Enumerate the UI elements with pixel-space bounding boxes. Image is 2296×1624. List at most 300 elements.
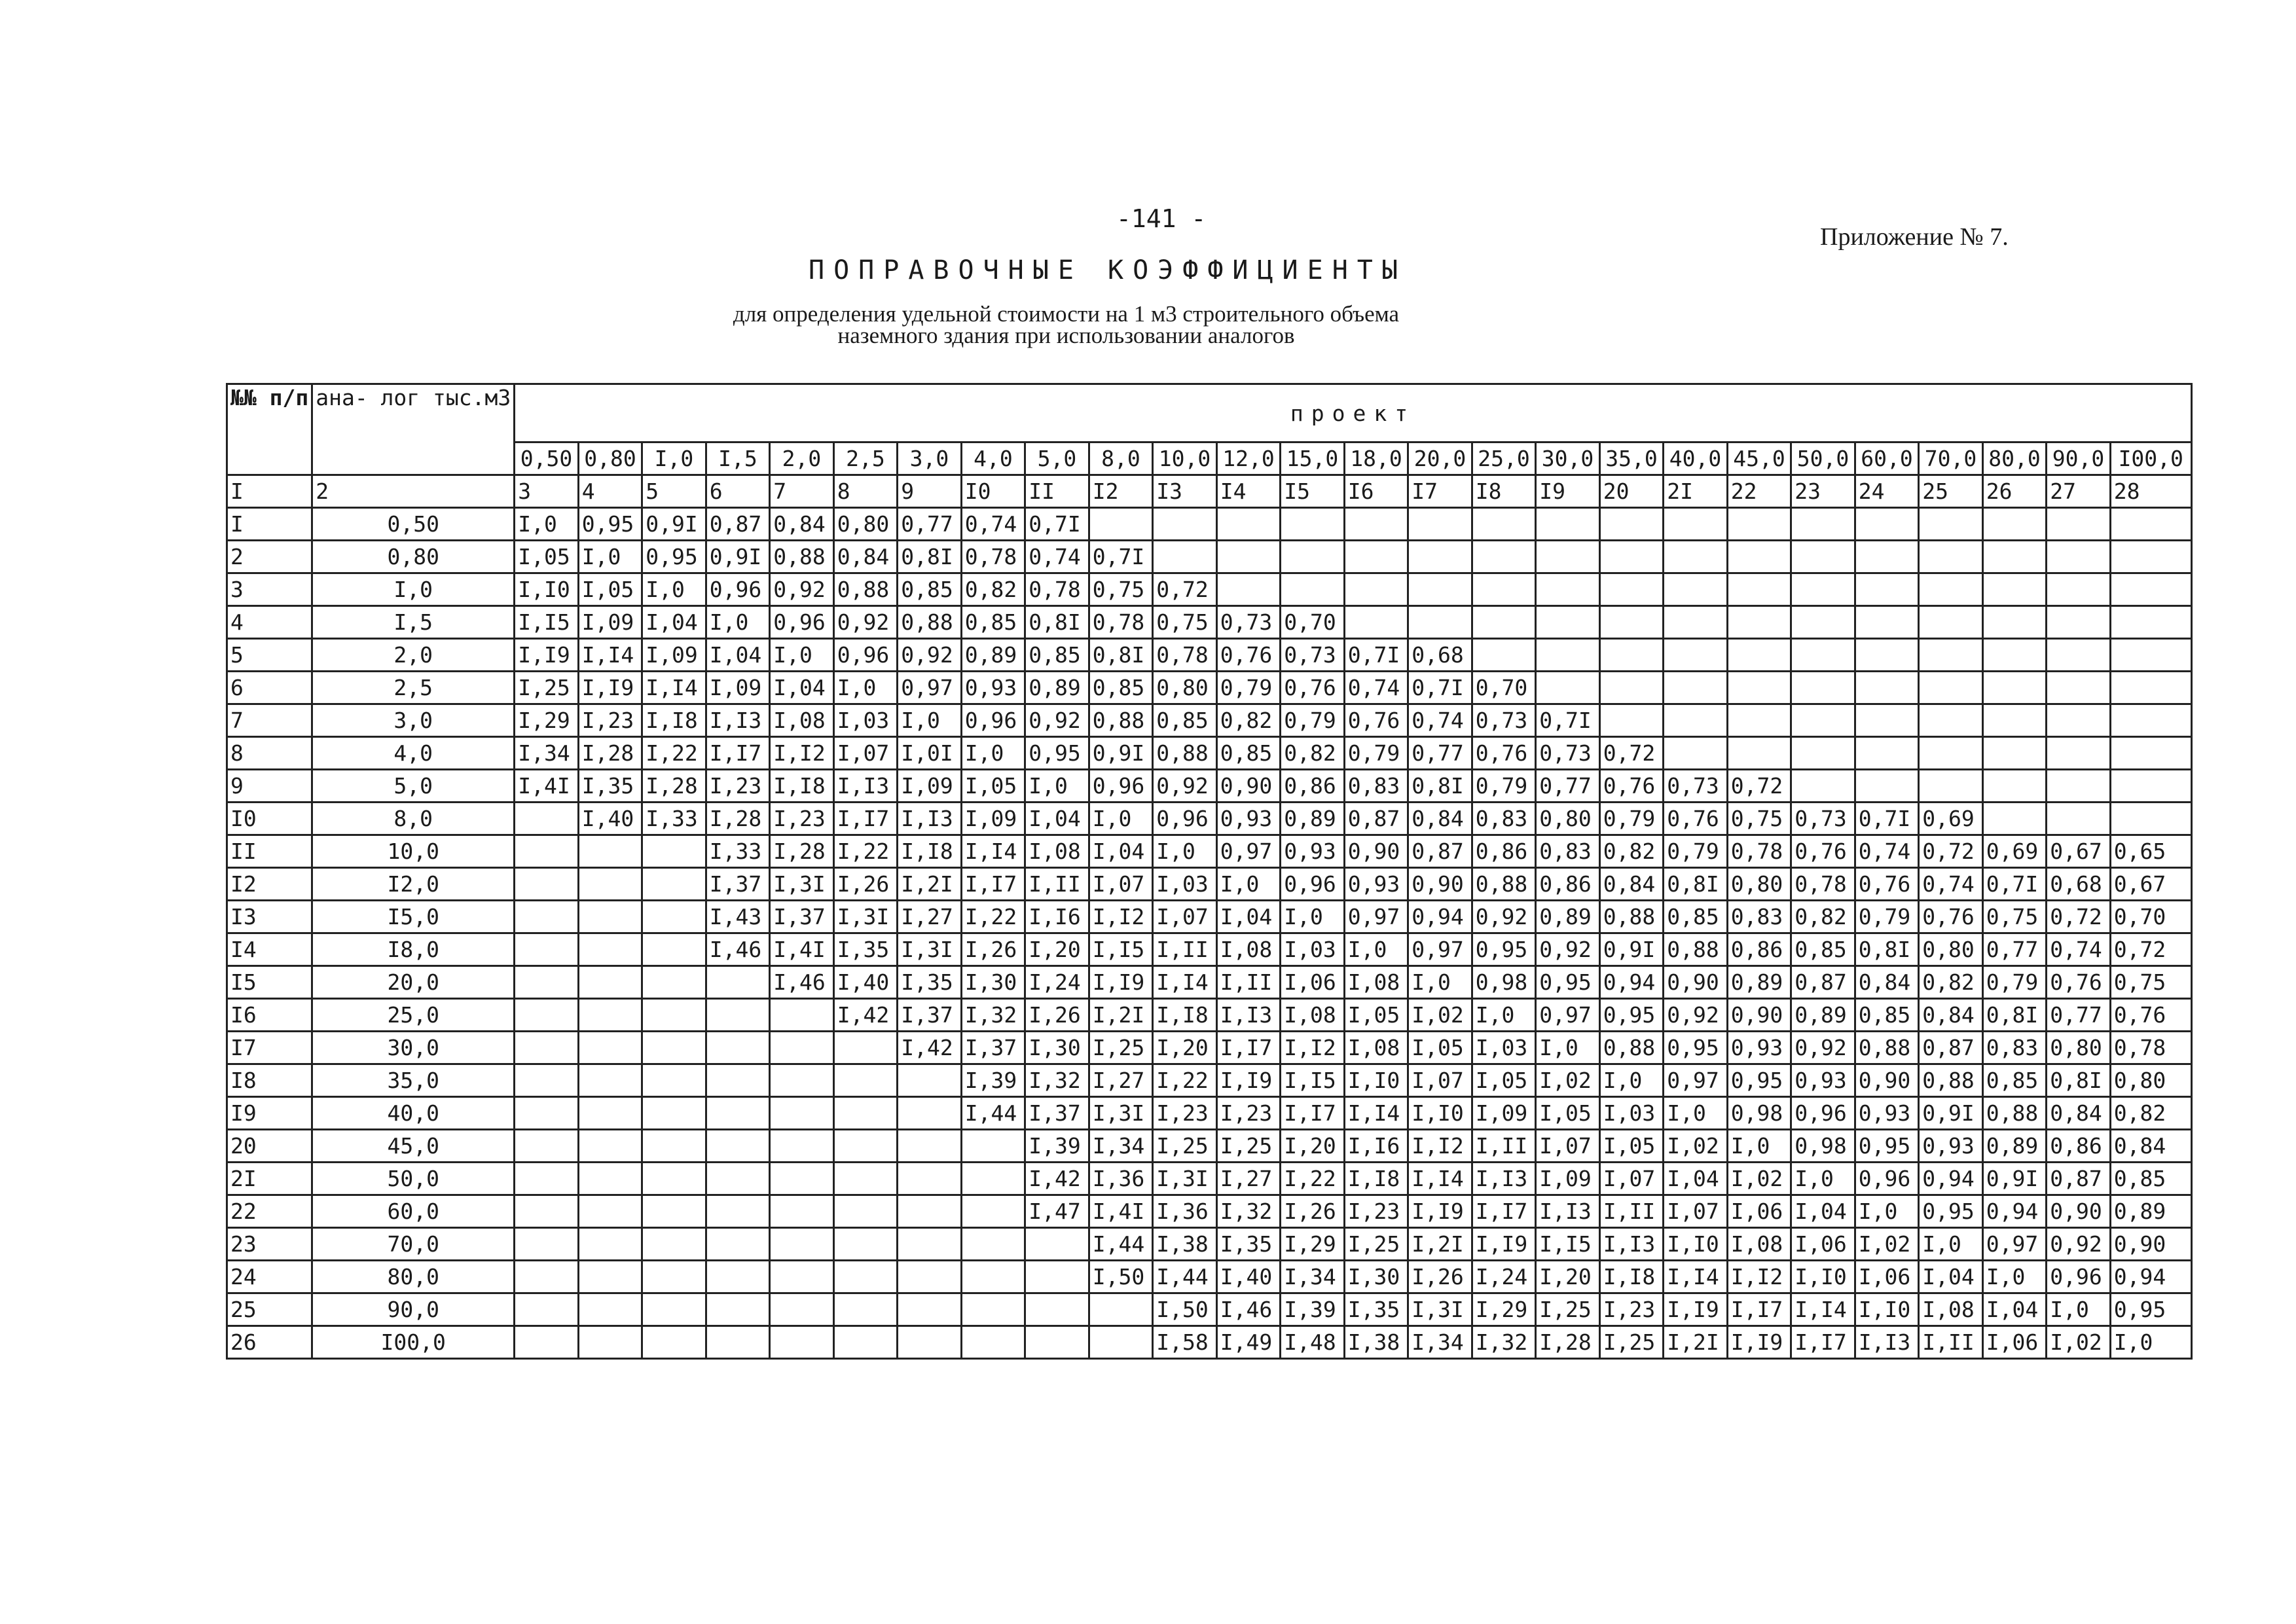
coefficient-cell: [642, 1163, 706, 1195]
coefficient-cell: [2047, 541, 2111, 573]
coefficient-cell: [515, 1261, 579, 1293]
coefficient-cell: [1791, 672, 1855, 704]
header-analog: ана- лог тыс.м3: [312, 384, 515, 475]
coefficient-cell: [1664, 737, 1728, 770]
coefficient-cell: I,02: [1727, 1163, 1791, 1195]
analog-volume: 25,0: [312, 999, 515, 1032]
coefficient-cell: [1664, 704, 1728, 737]
row-number: I6: [227, 999, 312, 1032]
coefficient-cell: 0,88: [1982, 1097, 2047, 1130]
coefficient-cell: [706, 1032, 770, 1064]
coefficient-cell: [898, 1130, 962, 1163]
coefficient-cell: I,I3: [706, 704, 770, 737]
coefficient-cell: [1216, 508, 1281, 541]
coefficient-cell: I,58: [1153, 1326, 1217, 1359]
coefficient-cell: 0,92: [1791, 1032, 1855, 1064]
analog-volume: I5,0: [312, 901, 515, 933]
coefficient-cell: I,05: [515, 541, 579, 573]
coefficient-cell: [642, 1261, 706, 1293]
coefficient-cell: [515, 835, 579, 868]
coefficient-cell: 0,96: [1089, 770, 1153, 803]
coefficient-cell: [515, 1064, 579, 1097]
row-number: 6: [227, 672, 312, 704]
coefficient-cell: [1664, 606, 1728, 639]
coefficient-cell: 0,88: [1472, 868, 1536, 901]
coefficient-cell: 0,86: [1536, 868, 1600, 901]
coefficient-cell: [1919, 672, 1983, 704]
coefficient-cell: 0,8I: [1025, 606, 1089, 639]
coefficient-cell: I,I8: [642, 704, 706, 737]
row-number: I0: [227, 803, 312, 835]
coefficient-cell: [1344, 541, 1408, 573]
coefficient-cell: I,3I: [1408, 1293, 1472, 1326]
coefficient-cell: I,4I: [770, 933, 834, 966]
coefficient-cell: I,08: [1727, 1228, 1791, 1261]
coefficient-cell: 0,94: [2110, 1261, 2191, 1293]
coefficient-cell: I,0: [1408, 966, 1472, 999]
coefficient-cell: [2110, 573, 2191, 606]
row-number: I2: [227, 868, 312, 901]
table-row: [227, 835, 2192, 868]
coefficient-cell: I,0: [1216, 868, 1281, 901]
coefficient-cell: 0,73: [1281, 639, 1345, 672]
coefficient-cell: I,05: [1408, 1032, 1472, 1064]
coefficient-cell: I,3I: [833, 901, 898, 933]
coefficient-cell: 0,92: [1153, 770, 1217, 803]
coefficient-cell: [515, 1326, 579, 1359]
coefficient-cell: I,29: [1472, 1293, 1536, 1326]
coefficient-cell: 0,74: [1025, 541, 1089, 573]
coefficient-cell: 0,85: [1791, 933, 1855, 966]
coefficient-cell: [770, 1261, 834, 1293]
project-size-header: 25,0: [1472, 442, 1536, 475]
coefficient-cell: 0,70: [2110, 901, 2191, 933]
coefficient-cell: I,30: [1344, 1261, 1408, 1293]
coefficient-cell: [578, 1293, 642, 1326]
coefficient-cell: 0,84: [770, 508, 834, 541]
coefficient-cell: I,I4: [578, 639, 642, 672]
coefficient-cell: 0,8I: [2047, 1064, 2111, 1097]
coefficient-cell: I,0: [1919, 1228, 1983, 1261]
coefficient-cell: I,II: [1216, 966, 1281, 999]
coefficient-cell: [706, 1261, 770, 1293]
coefficient-cell: I,25: [1536, 1293, 1600, 1326]
column-number: I8: [1472, 475, 1536, 508]
coefficient-cell: 0,73: [1791, 803, 1855, 835]
coefficient-cell: 0,80: [2110, 1064, 2191, 1097]
coefficient-cell: 0,90: [1408, 868, 1472, 901]
analog-volume: 35,0: [312, 1064, 515, 1097]
coefficient-cell: [2110, 639, 2191, 672]
coefficient-cell: [642, 1032, 706, 1064]
column-number: 22: [1727, 475, 1791, 508]
project-size-header: I,5: [706, 442, 770, 475]
coefficient-cell: [898, 1163, 962, 1195]
coefficient-cell: [833, 1195, 898, 1228]
coefficient-cell: [642, 1097, 706, 1130]
coefficient-cell: [898, 1064, 962, 1097]
coefficient-cell: 0,78: [1727, 835, 1791, 868]
coefficient-cell: 0,93: [1855, 1097, 1919, 1130]
coefficient-cell: 0,8I: [1089, 639, 1153, 672]
column-number: 28: [2110, 475, 2191, 508]
column-number: 6: [706, 475, 770, 508]
coefficient-cell: I,0: [1281, 901, 1345, 933]
coefficient-cell: 0,67: [2047, 835, 2111, 868]
coefficient-cell: I,2I: [1089, 999, 1153, 1032]
column-number: 4: [578, 475, 642, 508]
analog-volume: 10,0: [312, 835, 515, 868]
coefficient-cell: 0,87: [1344, 803, 1408, 835]
coefficient-cell: I,0: [1791, 1163, 1855, 1195]
coefficient-cell: I,I7: [961, 868, 1025, 901]
coefficient-cell: 0,84: [1599, 868, 1664, 901]
analog-volume: 90,0: [312, 1293, 515, 1326]
analog-volume: I00,0: [312, 1326, 515, 1359]
coefficient-cell: I,04: [1025, 803, 1089, 835]
coefficient-cell: I,39: [961, 1064, 1025, 1097]
table-row: [227, 639, 2192, 672]
coefficient-cell: [706, 1130, 770, 1163]
coefficient-cell: 0,96: [961, 704, 1025, 737]
coefficient-cell: I,I0: [1791, 1261, 1855, 1293]
coefficient-cell: [1025, 1228, 1089, 1261]
coefficient-cell: [1025, 1293, 1089, 1326]
coefficient-cell: I,32: [1472, 1326, 1536, 1359]
coefficient-cell: I,02: [1855, 1228, 1919, 1261]
coefficient-cell: [1791, 541, 1855, 573]
coefficient-cell: I,06: [1281, 966, 1345, 999]
coefficient-cell: 0,69: [1982, 835, 2047, 868]
coefficient-cell: I,02: [2047, 1326, 2111, 1359]
coefficient-cell: 0,77: [2047, 999, 2111, 1032]
column-number: 20: [1599, 475, 1664, 508]
coefficient-cell: I,0: [898, 704, 962, 737]
coefficient-cell: [1536, 606, 1600, 639]
coefficient-cell: [1727, 541, 1791, 573]
table-row: [227, 803, 2192, 835]
coefficient-cell: [1344, 606, 1408, 639]
coefficient-cell: 0,8I: [1855, 933, 1919, 966]
coefficient-cell: [578, 835, 642, 868]
coefficient-cell: I,20: [1281, 1130, 1345, 1163]
coefficient-cell: 0,77: [1536, 770, 1600, 803]
coefficient-cell: 0,9I: [642, 508, 706, 541]
coefficient-cell: 0,78: [2110, 1032, 2191, 1064]
coefficient-cell: 0,97: [1536, 999, 1600, 1032]
coefficient-cell: I,I4: [1664, 1261, 1728, 1293]
coefficient-cell: [1855, 541, 1919, 573]
coefficient-cell: I,05: [1599, 1130, 1664, 1163]
coefficient-cell: I,48: [1281, 1326, 1345, 1359]
coefficient-cell: [1791, 573, 1855, 606]
coefficient-cell: [1919, 770, 1983, 803]
coefficient-cell: I,I3: [833, 770, 898, 803]
coefficient-cell: 0,90: [1344, 835, 1408, 868]
coefficient-cell: [515, 1228, 579, 1261]
coefficient-cell: [1599, 704, 1664, 737]
coefficient-cell: I,I2: [1281, 1032, 1345, 1064]
coefficient-cell: 0,73: [1216, 606, 1281, 639]
coefficient-cell: I,I9: [1472, 1228, 1536, 1261]
coefficient-cell: I,36: [1153, 1195, 1217, 1228]
coefficient-cell: I,I8: [1153, 999, 1217, 1032]
coefficient-cell: I,35: [1344, 1293, 1408, 1326]
coefficient-cell: I,I4: [961, 835, 1025, 868]
coefficient-cell: [1855, 606, 1919, 639]
coefficient-cell: 0,95: [578, 508, 642, 541]
coefficient-cell: [642, 1130, 706, 1163]
coefficient-cell: I,I7: [706, 737, 770, 770]
coefficient-cell: I,26: [1025, 999, 1089, 1032]
coefficient-cell: 0,79: [1664, 835, 1728, 868]
coefficient-cell: I,37: [706, 868, 770, 901]
coefficient-cell: [515, 901, 579, 933]
coefficient-cell: 0,74: [1344, 672, 1408, 704]
coefficient-cell: 0,97: [1982, 1228, 2047, 1261]
coefficient-cell: I,I0: [515, 573, 579, 606]
coefficient-cell: I,32: [961, 999, 1025, 1032]
coefficient-cell: I,30: [1025, 1032, 1089, 1064]
column-number: 23: [1791, 475, 1855, 508]
coefficients-table: [226, 383, 2193, 1360]
coefficient-cell: I,2I: [898, 868, 962, 901]
coefficient-cell: 0,76: [2047, 966, 2111, 999]
coefficient-cell: 0,84: [1919, 999, 1983, 1032]
coefficient-cell: [2047, 573, 2111, 606]
coefficient-cell: [2110, 803, 2191, 835]
coefficient-cell: 0,69: [1919, 803, 1983, 835]
coefficient-cell: I,29: [1281, 1228, 1345, 1261]
coefficient-cell: 0,85: [1664, 901, 1728, 933]
coefficient-cell: [642, 933, 706, 966]
coefficient-cell: [578, 1130, 642, 1163]
analog-volume: 50,0: [312, 1163, 515, 1195]
coefficient-cell: [833, 1130, 898, 1163]
coefficient-cell: [1919, 508, 1983, 541]
coefficient-cell: [515, 933, 579, 966]
coefficient-cell: I,0: [1153, 835, 1217, 868]
coefficient-cell: [578, 1261, 642, 1293]
coefficient-cell: I,I9: [1216, 1064, 1281, 1097]
coefficient-cell: [898, 1293, 962, 1326]
coefficient-cell: 0,85: [1025, 639, 1089, 672]
row-number: 9: [227, 770, 312, 803]
coefficient-cell: 0,94: [1599, 966, 1664, 999]
coefficient-cell: [1472, 606, 1536, 639]
coefficient-cell: I,I8: [770, 770, 834, 803]
coefficient-cell: I,I0: [1344, 1064, 1408, 1097]
coefficient-cell: [2047, 672, 2111, 704]
coefficient-cell: I,0: [1664, 1097, 1728, 1130]
coefficient-cell: [961, 1163, 1025, 1195]
coefficient-cell: 0,95: [1727, 1064, 1791, 1097]
coefficient-cell: [1919, 639, 1983, 672]
coefficient-cell: 0,92: [770, 573, 834, 606]
coefficient-cell: 0,8I: [1408, 770, 1472, 803]
coefficient-cell: [1982, 770, 2047, 803]
coefficient-cell: 0,75: [1727, 803, 1791, 835]
coefficient-cell: [770, 1293, 834, 1326]
coefficient-cell: 0,72: [1727, 770, 1791, 803]
coefficient-cell: I,44: [1153, 1261, 1217, 1293]
coefficient-cell: I,04: [1791, 1195, 1855, 1228]
coefficient-cell: [515, 868, 579, 901]
coefficient-cell: 0,76: [1472, 737, 1536, 770]
coefficient-cell: [515, 1293, 579, 1326]
column-number: 7: [770, 475, 834, 508]
coefficient-cell: 0,96: [1281, 868, 1345, 901]
coefficient-cell: [770, 1130, 834, 1163]
coefficient-cell: I,09: [961, 803, 1025, 835]
coefficient-cell: I,I8: [1599, 1261, 1664, 1293]
coefficient-cell: [2110, 737, 2191, 770]
coefficient-cell: [1855, 508, 1919, 541]
coefficient-cell: [1982, 573, 2047, 606]
coefficient-cell: [1727, 606, 1791, 639]
coefficient-cell: [2110, 606, 2191, 639]
coefficient-cell: I,23: [1599, 1293, 1664, 1326]
coefficient-cell: I,05: [961, 770, 1025, 803]
coefficient-cell: 0,78: [1791, 868, 1855, 901]
coefficient-cell: I,50: [1089, 1261, 1153, 1293]
coefficient-cell: I,23: [706, 770, 770, 803]
table-row: [227, 1064, 2192, 1097]
coefficient-cell: I,25: [1089, 1032, 1153, 1064]
page-number: -141 -: [1116, 204, 1207, 233]
coefficient-cell: [2047, 704, 2111, 737]
coefficient-cell: I,47: [1025, 1195, 1089, 1228]
row-number: 8: [227, 737, 312, 770]
coefficient-cell: I,0: [1536, 1032, 1600, 1064]
coefficient-cell: [2110, 770, 2191, 803]
coefficient-cell: I,50: [1153, 1293, 1217, 1326]
coefficient-cell: I,28: [642, 770, 706, 803]
coefficient-cell: I,06: [1855, 1261, 1919, 1293]
coefficient-cell: I,04: [1919, 1261, 1983, 1293]
coefficient-cell: 0,88: [1089, 704, 1153, 737]
project-size-header: 0,80: [578, 442, 642, 475]
coefficient-cell: I,40: [1216, 1261, 1281, 1293]
coefficient-cell: I,II: [1919, 1326, 1983, 1359]
coefficient-cell: [1982, 672, 2047, 704]
coefficient-cell: I,07: [833, 737, 898, 770]
coefficient-cell: I,I5: [1536, 1228, 1600, 1261]
coefficient-cell: 0,85: [1153, 704, 1217, 737]
project-size-header: 12,0: [1216, 442, 1281, 475]
coefficient-cell: [833, 1261, 898, 1293]
coefficient-cell: 0,74: [961, 508, 1025, 541]
coefficient-cell: I,38: [1344, 1326, 1408, 1359]
coefficient-cell: 0,79: [1599, 803, 1664, 835]
coefficient-cell: 0,85: [2110, 1163, 2191, 1195]
coefficient-cell: I,26: [833, 868, 898, 901]
coefficient-cell: I,25: [1216, 1130, 1281, 1163]
coefficient-cell: I,07: [1536, 1130, 1600, 1163]
coefficient-cell: 0,85: [1855, 999, 1919, 1032]
coefficient-cell: 0,90: [1664, 966, 1728, 999]
coefficient-cell: 0,73: [1664, 770, 1728, 803]
coefficient-cell: [770, 1228, 834, 1261]
coefficient-cell: 0,74: [2047, 933, 2111, 966]
project-size-header: I,0: [642, 442, 706, 475]
coefficient-cell: 0,7I: [1089, 541, 1153, 573]
coefficient-cell: I,0: [578, 541, 642, 573]
coefficient-cell: I,I2: [1089, 901, 1153, 933]
coefficient-cell: I,3I: [770, 868, 834, 901]
coefficient-cell: 0,83: [1982, 1032, 2047, 1064]
coefficient-cell: [2047, 639, 2111, 672]
coefficient-cell: I,05: [578, 573, 642, 606]
coefficient-cell: I,II: [1599, 1195, 1664, 1228]
coefficient-cell: 0,75: [2110, 966, 2191, 999]
coefficient-cell: I,0: [1089, 803, 1153, 835]
coefficient-cell: 0,82: [1791, 901, 1855, 933]
coefficient-cell: [1344, 573, 1408, 606]
coefficient-cell: 0,89: [961, 639, 1025, 672]
coefficient-cell: I,36: [1089, 1163, 1153, 1195]
coefficient-cell: I,I8: [898, 835, 962, 868]
coefficient-cell: I,27: [1089, 1064, 1153, 1097]
analog-volume: 30,0: [312, 1032, 515, 1064]
coefficient-cell: [1536, 573, 1600, 606]
coefficient-cell: I,I9: [1664, 1293, 1728, 1326]
coefficient-cell: I,22: [642, 737, 706, 770]
coefficient-cell: 0,74: [1919, 868, 1983, 901]
coefficient-cell: [1408, 541, 1472, 573]
coefficient-cell: I,08: [1919, 1293, 1983, 1326]
coefficient-cell: I,03: [1472, 1032, 1536, 1064]
coefficient-cell: 0,77: [1982, 933, 2047, 966]
coefficient-cell: [1599, 508, 1664, 541]
coefficient-cell: [770, 1326, 834, 1359]
coefficient-cell: [2047, 606, 2111, 639]
coefficient-cell: [1664, 541, 1728, 573]
coefficient-cell: I,26: [1408, 1261, 1472, 1293]
coefficient-cell: [1982, 541, 2047, 573]
project-size-header: 40,0: [1664, 442, 1728, 475]
coefficient-cell: [1982, 737, 2047, 770]
coefficient-cell: 0,89: [1727, 966, 1791, 999]
coefficient-cell: I,0: [706, 606, 770, 639]
coefficient-cell: I,0: [1727, 1130, 1791, 1163]
coefficient-cell: 0,95: [1472, 933, 1536, 966]
coefficient-cell: I,I4: [642, 672, 706, 704]
coefficient-cell: 0,88: [1919, 1064, 1983, 1097]
coefficient-cell: 0,75: [1982, 901, 2047, 933]
coefficient-cell: [2110, 541, 2191, 573]
row-number: 2I: [227, 1163, 312, 1195]
coefficient-cell: I,04: [1664, 1163, 1728, 1195]
coefficient-cell: I,04: [706, 639, 770, 672]
coefficient-cell: [2047, 770, 2111, 803]
coefficient-cell: 0,76: [2110, 999, 2191, 1032]
coefficient-cell: [1727, 508, 1791, 541]
analog-volume: 45,0: [312, 1130, 515, 1163]
row-number: 25: [227, 1293, 312, 1326]
coefficient-cell: [961, 1130, 1025, 1163]
coefficient-cell: [1664, 573, 1728, 606]
coefficient-cell: [833, 1064, 898, 1097]
coefficient-cell: 0,79: [1855, 901, 1919, 933]
coefficient-cell: [1408, 508, 1472, 541]
coefficient-cell: [833, 1097, 898, 1130]
coefficient-cell: 0,9I: [1982, 1163, 2047, 1195]
coefficient-cell: 0,89: [1982, 1130, 2047, 1163]
coefficient-cell: I,I2: [1408, 1130, 1472, 1163]
coefficient-cell: [578, 1097, 642, 1130]
analog-volume: 20,0: [312, 966, 515, 999]
